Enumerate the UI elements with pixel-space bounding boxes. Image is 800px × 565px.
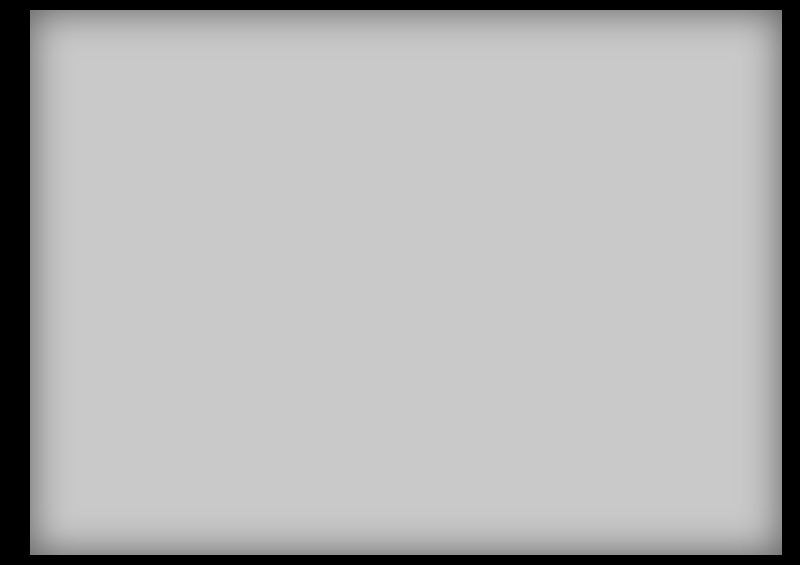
census-grid <box>30 10 782 555</box>
census-sheet <box>30 10 782 555</box>
